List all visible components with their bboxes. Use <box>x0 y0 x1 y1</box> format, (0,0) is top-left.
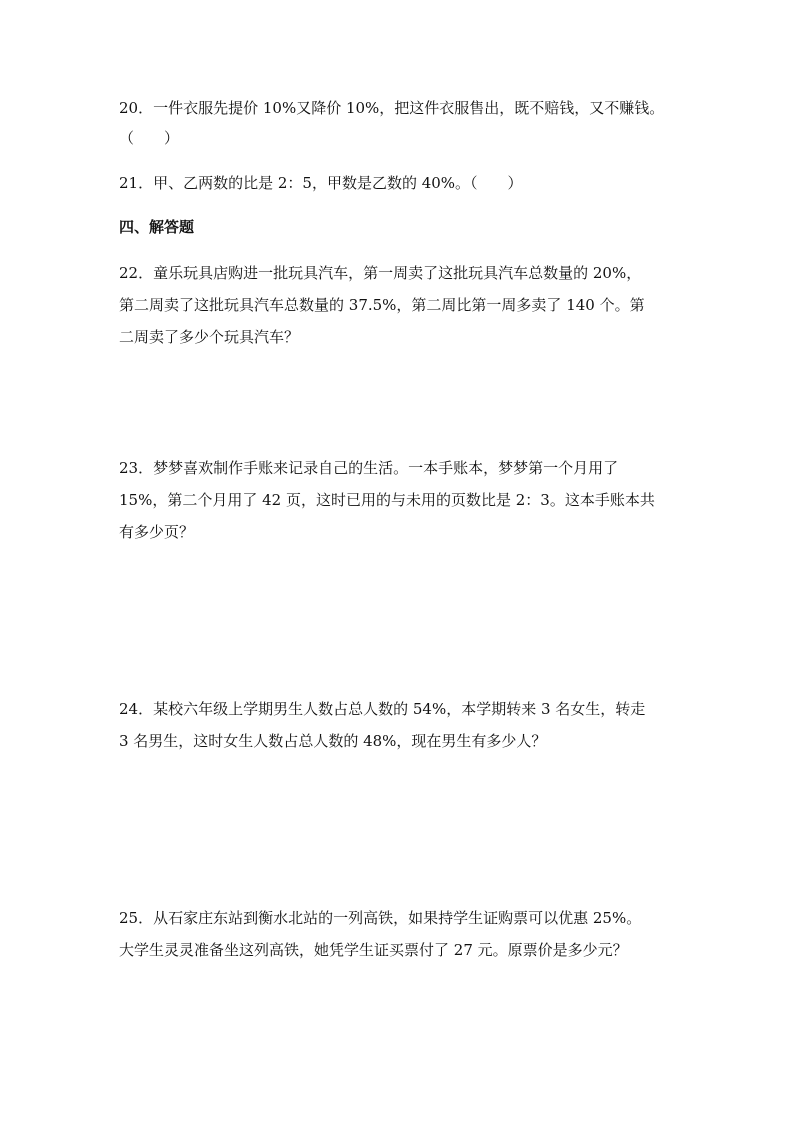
question-20-answer-bracket: （ ） <box>119 129 180 147</box>
question-24-line-1: 24．某校六年级上学期男生人数占总人数的 54%，本学期转来 3 名女生，转走 <box>119 700 646 718</box>
question-25-line-2: 大学生灵灵准备坐这列高铁，她凭学生证买票付了 27 元。原票价是多少元？ <box>119 941 628 959</box>
question-22-line-2: 第二周卖了这批玩具汽车总数量的 37.5%，第二周比第一周多卖了 140 个。第 <box>119 296 645 314</box>
question-23-line-1: 23．梦梦喜欢制作手账来记录自己的生活。一本手账本，梦梦第一个月用了 <box>119 459 619 477</box>
section-heading: 四、解答题 <box>119 218 195 236</box>
question-20-line-1: 20．一件衣服先提价 10%又降价 10%，把这件衣服售出，既不赔钱，又不赚钱。 <box>119 99 665 117</box>
question-24-line-2: 3 名男生，这时女生人数占总人数的 48%，现在男生有多少人？ <box>119 732 547 750</box>
question-22-line-1: 22．童乐玩具店购进一批玩具汽车，第一周卖了这批玩具汽车总数量的 20%， <box>119 264 642 282</box>
question-25-line-1: 25．从石家庄东站到衡水北站的一列高铁，如果持学生证购票可以优惠 25%。 <box>119 909 642 927</box>
question-21-line-1: 21．甲、乙两数的比是 2：5，甲数是乙数的 40%。（ ） <box>119 174 523 192</box>
question-23-line-2: 15%，第二个月用了 42 页，这时已用的与未用的页数比是 2：3。这本手账本共 <box>119 491 655 509</box>
question-22-line-3: 二周卖了多少个玩具汽车？ <box>119 328 300 346</box>
question-23-line-3: 有多少页？ <box>119 523 195 541</box>
